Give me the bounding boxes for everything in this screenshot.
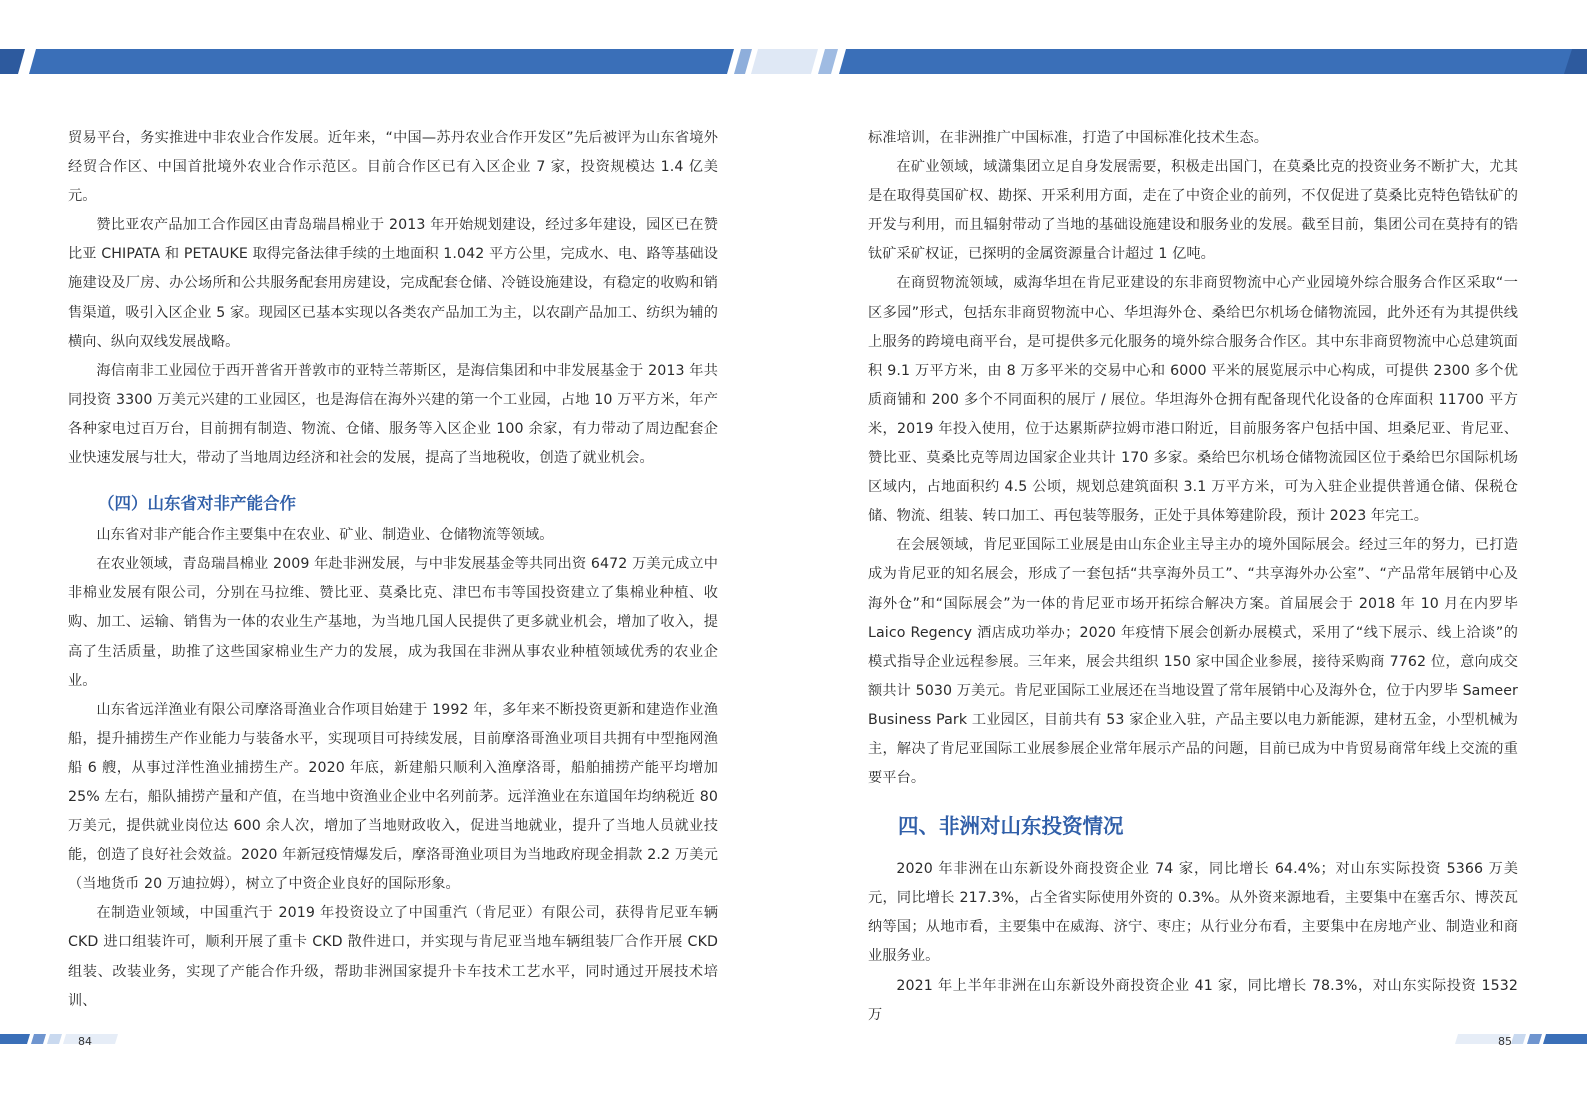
left-paragraph-5: 在农业领域，青岛瑞昌棉业 2009 年赴非洲发展，与中非发展基金等共同出资 6472 万美元成立中非棉业发展有限公司，分别在马拉维、赞比亚、莫桑比克、津巴布韦等国投资建立了集棉业种植、收购、加工、运输、销售为一体的农业生产基地，为当地几国人民提供了更多就业机会，增加了收入，提高了生活质量，助推了这些国家棉业生产力的发展，成为我国在非洲从事农业种植领域优秀的农业企业。 — [68, 556, 718, 689]
header-band — [0, 0, 1587, 80]
left-paragraph-2: 赞比亚农产品加工合作园区由青岛瑞昌棉业于 2013 年开始规划建设，经过多年建设，园区已在赞比亚 CHIPATA 和 PETAUKE 取得完备法律手续的土地面积 1.042 平方公里，完成水、电、路等基础设施建设及厂房、办公场所和公共服务配套用房建设，完成配套仓储、冷链设施建设，有稳定的收购和销售渠道，吸引入区企业 5 家。现园区已基本实现以各类农产品加工为主，以农副产品加工、纺织为辅的横向、纵向双线发展战略。 — [68, 217, 718, 350]
right-paragraph-2: 在矿业领域，域潇集团立足自身发展需要，积极走出国门，在莫桑比克的投资业务不断扩大，尤其是在取得莫国矿权、勘探、开采利用方面，走在了中资企业的前列，不仅促进了莫桑比克特色锆钛矿的开发与利用，而且辐射带动了当地的基础设施建设和服务业的发展。截至目前，集团公司在莫持有的锆钛矿采矿权证，已探明的金属资源量合计超过 1 亿吨。 — [868, 159, 1518, 263]
left-paragraph-6: 山东省远洋渔业有限公司摩洛哥渔业合作项目始建于 1992 年，多年来不断投资更新和建造作业渔船，提升捕捞生产作业能力与装备水平，实现项目可持续发展，目前摩洛哥渔业项目共拥有中型拖网渔船 6 艘，从事过洋性渔业捕捞生产。2020 年底，新建船只顺利入渔摩洛哥，船舶捕捞产能平均增加 25% 左右，船队捕捞产量和产值，在当地中资渔业企业中名列前茅。远洋渔业在东道国年均纳税近 80 万美元，提供就业岗位达 600 余人次，增加了当地财政收入，促进当地就业，提升了当地人员就业技能，创造了良好社会效益。2020 年新冠疫情爆发后，摩洛哥渔业项目为当地政府现金捐款 2.2 万美元（当地货币 20 万迪拉姆），树立了中资企业良好的国际形象。 — [68, 701, 718, 893]
subsection-heading: （四）山东省对非产能合作 — [98, 494, 296, 514]
page-number-left: 84 — [78, 1035, 92, 1048]
right-paragraph-1: 标准培训，在非洲推广中国标准，打造了中国标准化技术生态。 — [868, 130, 1269, 146]
footer-band-left — [0, 1030, 130, 1050]
right-paragraph-6: 2021 年上半年非洲在山东新设外商投资企业 41 家，同比增长 78.3%，对山东实际投资 1532 万 — [868, 977, 1518, 1023]
right-paragraph-3: 在商贸物流领域，威海华坦在肯尼亚建设的东非商贸物流中心产业园境外综合服务合作区采取“一区多园”形式，包括东非商贸物流中心、华坦海外仓、桑给巴尔机场仓储物流园，此外还有为其提供线上服务的跨境电商平台，是可提供多元化服务的境外综合服务合作区。其中东非商贸物流中心总建筑面积 9.1 万平方米，由 8 万多平米的交易中心和 6000 平米的展览展示中心构成，可提供 2300 多个优质商铺和 200 多个不同面积的展厅 / 展位。华坦海外仓拥有配备现代化设备的仓库面积 11700 平方米，2019 年投入使用，位于达累斯萨拉姆市港口附近，目前服务客户包括中国、坦桑尼亚、肯尼亚、赞比亚、莫桑比克等周边国家企业共计 170 多家。桑给巴尔机场仓储物流园区位于桑给巴尔国际机场区域内，占地面积约 4.5 公顷，规划总建筑面积 3.1 万平方米，可为入驻企业提供普通仓储、保税仓储、物流、组装、转口加工、再包装等服务，正处于具体筹建阶段，预计 2023 年完工。 — [868, 275, 1518, 525]
section-heading: 四、非洲对山东投资情况 — [898, 814, 1124, 839]
right-paragraph-5: 2020 年非洲在山东新设外商投资企业 74 家，同比增长 64.4%；对山东实际投资 5366 万美元，同比增长 217.3%，占全省实际使用外资的 0.3%。从外资来源地看，主要集中在塞舌尔、博茨瓦纳等国；从地市看，主要集中在威海、济宁、枣庄；从行业分布看，主要集中在房地产业、制造业和商业服务业。 — [868, 861, 1518, 965]
right-paragraph-4: 在会展领域，肯尼亚国际工业展是由山东企业主导主办的境外国际展会。经过三年的努力，已打造成为肯尼亚的知名展会，形成了一套包括“共享海外员工”、“共享海外办公室”、“产品常年展销中心及海外仓”和“国际展会”为一体的肯尼亚市场开拓综合解决方案。首届展会于 2018 年 10 月在内罗毕 Laico Regency 酒店成功举办；2020 年疫情下展会创新办展模式，采用了“线下展示、线上洽谈”的模式指导企业远程参展。三年来，展会共组织 150 家中国企业参展，接待采购商 7762 位，意向成交额共计 5030 万美元。肯尼亚国际工业展还在当地设置了常年展销中心及海外仓，位于内罗毕 Sameer Business Park 工业园区，目前共有 53 家企业入驻，产品主要以电力新能源，建材五金，小型机械为主，解决了肯尼亚国际工业展参展企业常年展示产品的问题，目前已成为中肯贸易商常年线上交流的重要平台。 — [868, 537, 1518, 787]
left-paragraph-3: 海信南非工业园位于西开普省开普敦市的亚特兰蒂斯区，是海信集团和中非发展基金于 2013 年共同投资 3300 万美元兴建的工业园区，也是海信在海外兴建的第一个工业园，占地 10 万平方米，年产各种家电过百万台，目前拥有制造、物流、仓储、服务等入区企业 100 余家，有力带动了周边配套企业快速发展与壮大，带动了当地周边经济和社会的发展，提高了当地税收，创造了就业机会。 — [68, 362, 718, 467]
left-paragraph-7: 在制造业领域，中国重汽于 2019 年投资设立了中国重汽（肯尼亚）有限公司，获得肯尼亚车辆 CKD 进口组装许可，顺利开展了重卡 CKD 散件进口，并实现与肯尼亚当地车辆组装厂合作开展 CKD 组装、改装业务，实现了产能合作升级，帮助非洲国家提升卡车技术工艺水平，同时通过开展技术培训、 — [68, 905, 718, 1009]
left-paragraph-4: 山东省对非产能合作主要集中在农业、矿业、制造业、仓储物流等领域。 — [96, 527, 554, 544]
footer-band-right — [1455, 1030, 1587, 1050]
right-page-body — [868, 124, 1518, 1030]
left-page-body — [68, 124, 718, 1016]
page-number-right: 85 — [1498, 1035, 1512, 1048]
left-paragraph-1: 贸易平台，务实推进中非农业合作发展。近年来，“中国—苏丹农业合作开发区”先后被评为山东省境外经贸合作区、中国首批境外农业合作示范区。目前合作区已有入区企业 7 家，投资规模达 1.4 亿美元。 — [68, 130, 718, 205]
